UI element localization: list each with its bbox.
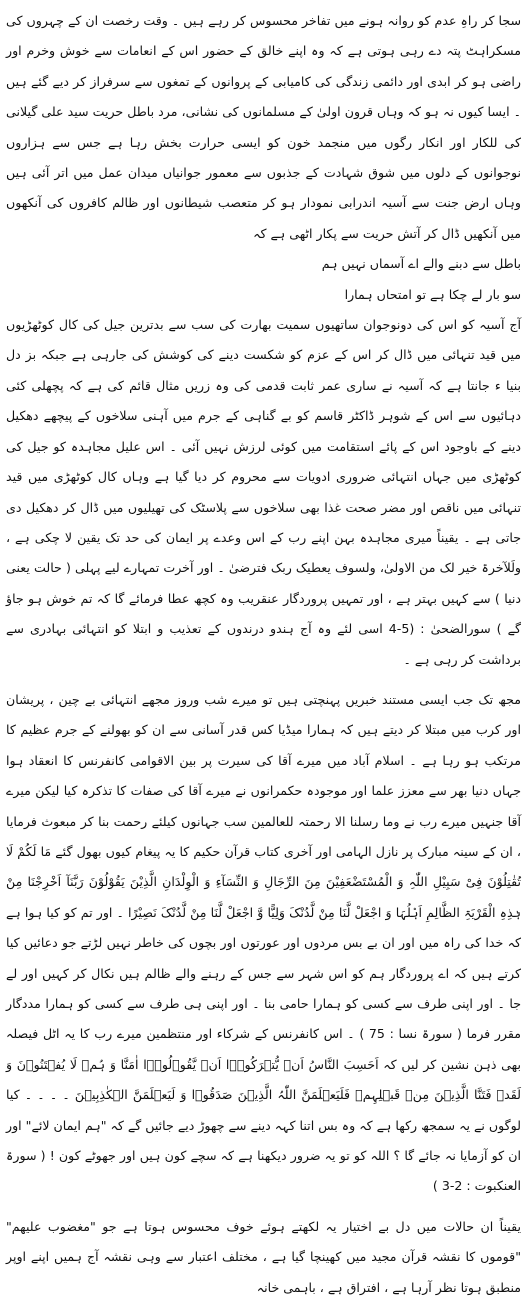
poem-couplet [6,249,521,310]
article-paragraph: آج آسیہ کو اس کی دونوجوان ساتھیوں سمیت بھارت کی سب سے بدترین جیل کی کال کوٹھڑیوں میں قید تنہائی میں ڈال کر اس کے عزم کو شکست دینے کی کوشش کی جارہی ہے جبکہ بز دل بنیا ء جانتا ہے کہ آسیہ نے ساری عمر ثابت قدمی کی وہ زریں مثال قائم کی ہے کہ پچھلی کئی دہائیوں سے اس کے شوہر ڈاکٹر قاسم کو بے گناہی کے جرم میں آہنی سلاخوں کے پیچھے دھکیل دینے کے باوجود اس کے پائے استقامت میں کوئی لرزش نہیں آئی ۔ اس علیل مجاہدہ کو جیل کی کوٹھڑی میں جہاں انتہائی ضروری ادویات سے محروم کر دیا گیا ہے وہاں کال کوٹھڑی میں قید تنہائی میں ناقص اور مضر صحت غذا بھی سلاخوں سے پلاسٹک کی تھیلیوں میں ڈال کر دھکیل دی جاتی ہے ۔ یقیناً میری مجاہدہ بہن اپنے رب کے اس وعدے پر ایمان کی حد تک یقین لا چکی ہے ، ولَلآخرۃ خیر لک من الاولیٰ، ولسوف یعطیک ربک فترضیٰ ۔ اور آخرت تمہارے لیے پہلی ( حالت یعنی دنیا ) سے کہیں بہتر ہے ، اور تمہیں پروردگار عنقریب وہ کچھ عطا فرمائے گا کہ تم خوش ہو جاؤ گے ) سورالضحیٰ : (5-4 اسی لئے وہ آج ہندو درندوں کے تعذیب و ابتلا کو انتہائی بہادری سے برداشت کر رہی ہے ۔ [6,317,521,667]
article-paragraph: مجھ تک جب ایسی مستند خبریں پہنچتی ہیں تو میرے شب وروز مجھے انتہائی بے چین ، پریشان اور کرب میں مبتلا کر دیتے ہیں کہ ہمارا میڈیا کس قدر آسانی سے ان کو بھولنے کے جرم عظیم کا مرتکب ہو رہا ہے ۔ اسلام آباد میں میرے آقا کی سیرت پر بین الاقوامی کانفرنس کا انعقاد ہوا جہاں دنیا بھر سے معزز علما اور موجودہ حکمرانوں نے میرے آقا کی صفات کا تذکرہ کیا لیکن میرے آقا جنہیں میرے رب نے وما رسلنا الا رحمتہ للعالمین سب جہانوں کیلئے رحمت بنا کر مبعوث فرمایا ، ان کے سینہ مبارک پر نازل الہامی اور آخری کتاب قرآن حکیم کا یہ پیغام کیوں بھول گئے مَا لَکُمْ لَا تُقٰتِلُوْنَ فِیْ سَبِیْلِ اللّٰہِ وَ الْمُسْتَضْعَفِیْنَ مِنَ الرِّجَالِ وَ النِّسَآءِ وَ الْوِلْدَانِ الَّذِیْنَ یَقُوْلُوْنَ رَبَّنَآ اَخْرِجْنَا مِنْ ہٰذِہِ الْقَرْیَۃِ الظَّالِمِ اَہْلُہَا وَ اجْعَلْ لَّنَا مِنْ لَّدُنْکَ وَلِیًّا وَّ اجْعَلْ لَّنَا مِنْ لَّدُنْکَ نَصِیْرًا ۔ اور تم کو کیا ہوا ہے کہ خدا کی راہ میں اور ان بے بس مردوں اور عورتوں اور بچوں کی خاطر نہیں لڑتے جو دعائیں کیا کرتے ہیں کہ اے پروردگار ہم کو اس شہر سے جس کے رہنے والے ظالم ہیں نکال کر کہیں اور لے جا ۔ اور اپنی طرف سے کسی کو ہمارا حامی بنا ۔ اور اپنی ہی طرف سے کسی کو ہمارا مددگار مقرر فرما ( سورۃ نسا : 75 ) ۔ اس کانفرنس کے شرکاء اور منتظمین میرے رب کا یہ اٹل فیصلہ بھی ذہن نشین کر لیں کہ اَحَسِبَ النَّاسُ اَنۡ یُّتۡرَکُوۡۤا اَنۡ یَّقُوۡلُوۡۤا اٰمَنَّا وَ ہُمۡ لَا یُفۡتَنُوۡنَ وَ لَقَدۡ فَتَنَّا الَّذِیۡنَ مِنۡ قَبۡلِہِمۡ فَلَیَعۡلَمَنَّ اللّٰہُ الَّذِیۡنَ صَدَقُوۡا وَ لَیَعۡلَمَنَّ الۡکٰذِبِیۡنَ ۔ ۔ ۔ ۔ کیا لوگوں نے یہ سمجھ رکھا ہے کہ وہ بس اتنا کہہ دینے سے چھوڑ دیے جائیں گے کہ "ہم ایمان لائے" اور ان کو آزمایا نہ جائے گا ؟ اللہ کو تو یہ ضرور دیکھنا ہے کہ سچے کون ہیں اور جھوٹے کون ! ( سورۃ العنکبوت : 2-3 ) [6,691,521,1194]
paragraph-spacer [6,675,521,685]
paragraph-spacer [6,1202,521,1212]
article-paragraph: سجا کر راہِ عدم کو روانہ ہونے میں تفاخر محسوس کر رہے ہیں ۔ وقت رخصت ان کے چہروں کی مسکراہٹ پتہ دے رہی ہوتی ہے کہ وہ اپنے خالق کے حضور اس کے انعامات سے خوش وخرم اور راضی ہو کر ابدی اور دائمی زندگی کی کامیابی کے پروانوں کے تمغوں سے سرفراز کر دیے گئے ہیں ۔ ایسا کیوں نہ ہو کہ وہاں قرون اولیٰ کے مسلمانوں کی نشانی، مرد باطل حریت سید علی گیلانی کی للکار اور انکار رگوں میں منجمد خون کو ایسی حرارت بخش رہا ہے جس سے ہزاروں نوجوانوں کے دلوں میں شوق شہادت کے جذبوں سے معمور جوانیاں میدان عمل میں اتر آئی ہیں وہاں ارض جنت سے آسیہ اندرابی نمودار ہو کر متعصب شیطانوں اور ظالم کافروں کی آنکھوں میں آنکھیں ڈال کر آتش حریت سے پکار اٹھی ہے کہ [6,13,521,241]
poem-verse-1: باطل سے دبنے والے اے آسماں نہیں ہم [321,256,521,272]
poem-verse-2: سو بار لے چکا ہے تو امتحاں ہمارا [344,286,521,302]
article-paragraph: یقیناً ان حالات میں دل بے اختیار یہ لکھتے ہوئے خوف محسوس ہوتا ہے جو "مغضوب علیھم" "قوموں کا نقشہ قرآن مجید میں کھینچا گیا ہے ، مختلف اعتبار سے وہی نقشہ آج ہمیں اپنے اوپر منطبق ہوتا نظر آرہا ہے ، افتراق ہے ، باہمی خانہ [6,1218,521,1295]
